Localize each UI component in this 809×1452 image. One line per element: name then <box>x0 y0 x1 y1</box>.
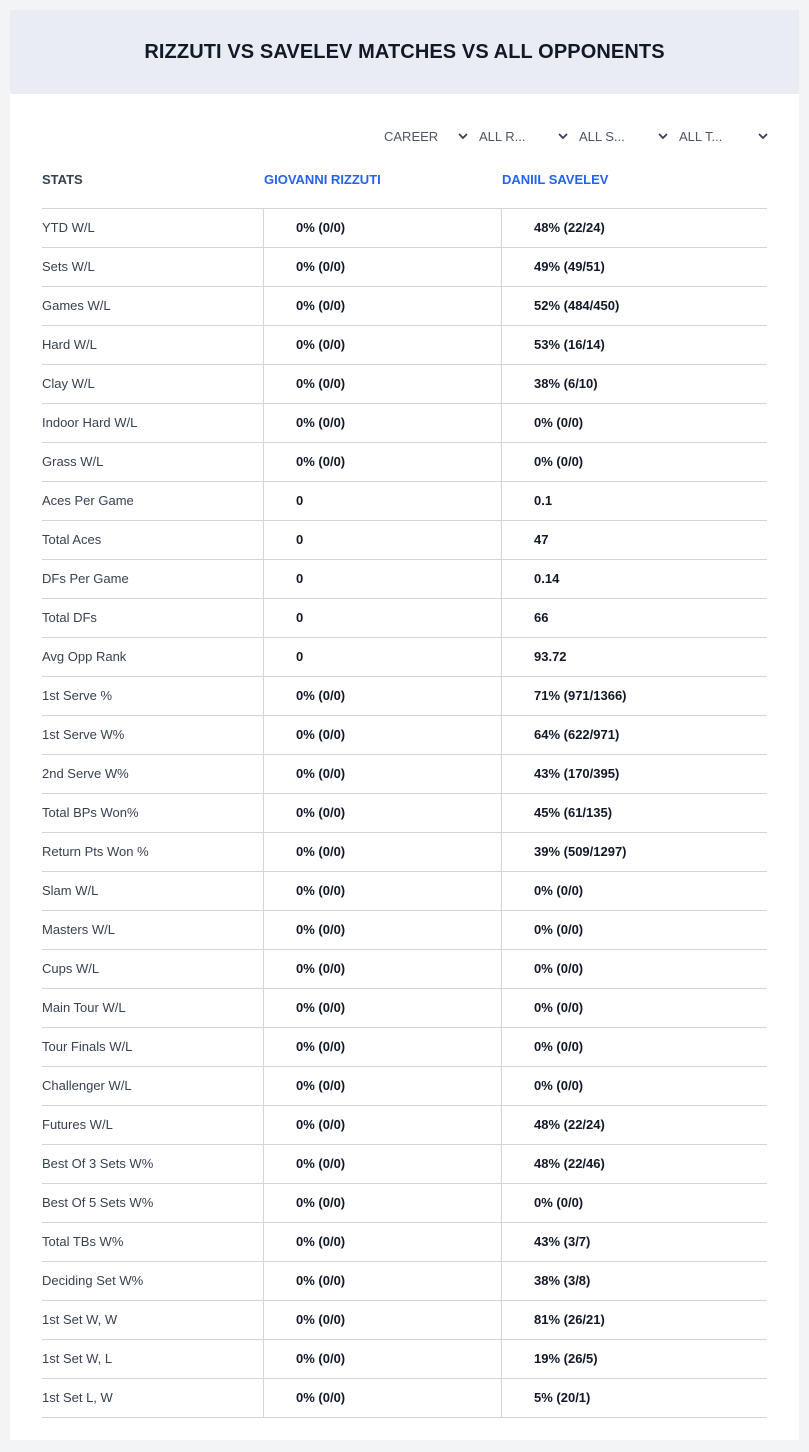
player1-value: 0 <box>263 560 501 598</box>
player2-value: 39% (509/1297) <box>501 833 767 871</box>
player2-value: 0% (0/0) <box>501 1184 767 1222</box>
player2-value: 0% (0/0) <box>501 1067 767 1105</box>
chevron-down-icon <box>457 130 469 142</box>
stat-label: Main Tour W/L <box>42 1000 126 1015</box>
player2-value: 0% (0/0) <box>501 989 767 1027</box>
table-row <box>42 1184 767 1223</box>
table-row <box>42 1067 767 1106</box>
player1-value: 0% (0/0) <box>263 404 501 442</box>
round-select-label: ALL R... <box>479 128 526 144</box>
player2-value: 0% (0/0) <box>501 443 767 481</box>
player1-value: 0% (0/0) <box>263 1379 501 1417</box>
player2-value: 81% (26/21) <box>501 1301 767 1339</box>
tournament-select[interactable] <box>677 128 777 144</box>
tournament-select-label: ALL T... <box>679 128 723 144</box>
table-row <box>42 677 767 716</box>
player1-value: 0% (0/0) <box>263 248 501 286</box>
player2-value: 0.14 <box>501 560 767 598</box>
player1-value: 0% (0/0) <box>263 677 501 715</box>
player1-value: 0 <box>263 638 501 676</box>
stat-label: 2nd Serve W% <box>42 766 129 781</box>
stat-label: Cups W/L <box>42 961 100 976</box>
player1-value: 0% (0/0) <box>263 209 501 247</box>
stat-label: Clay W/L <box>42 376 95 391</box>
player1-value: 0% (0/0) <box>263 326 501 364</box>
player1-link[interactable]: GIOVANNI RIZZUTI <box>264 172 381 187</box>
stat-label: 1st Set W, W <box>42 1312 118 1327</box>
table-row <box>42 1028 767 1067</box>
card-header <box>10 10 799 94</box>
player2-value: 45% (61/135) <box>501 794 767 832</box>
table-row <box>42 755 767 794</box>
player2-value: 66 <box>501 599 767 637</box>
table-row <box>42 1340 767 1379</box>
player1-value: 0% (0/0) <box>263 1262 501 1300</box>
player1-value: 0% (0/0) <box>263 1223 501 1261</box>
player2-value: 38% (6/10) <box>501 365 767 403</box>
player1-value: 0% (0/0) <box>263 365 501 403</box>
stat-label: Slam W/L <box>42 883 99 898</box>
stat-label: Total DFs <box>42 610 97 625</box>
player1-value: 0% (0/0) <box>263 950 501 988</box>
table-row <box>42 1301 767 1340</box>
table-row <box>42 599 767 638</box>
player1-value: 0% (0/0) <box>263 1106 501 1144</box>
player2-value: 48% (22/24) <box>501 209 767 247</box>
chevron-down-icon <box>657 130 669 142</box>
stat-label: Total BPs Won% <box>42 805 139 820</box>
table-row <box>42 638 767 677</box>
player1-value: 0% (0/0) <box>263 1145 501 1183</box>
stat-label: Avg Opp Rank <box>42 649 127 664</box>
stat-label: Total TBs W% <box>42 1234 124 1249</box>
stat-label: YTD W/L <box>42 220 95 235</box>
player2-value: 71% (971/1366) <box>501 677 767 715</box>
player2-value: 93.72 <box>501 638 767 676</box>
player2-value: 5% (20/1) <box>501 1379 767 1417</box>
table-row <box>42 1106 767 1145</box>
table-row <box>42 911 767 950</box>
table-row <box>42 872 767 911</box>
stats-column-header: STATS <box>42 172 83 187</box>
stat-label: Masters W/L <box>42 922 115 937</box>
player1-value: 0% (0/0) <box>263 1301 501 1339</box>
page-title: RIZZUTI VS SAVELEV MATCHES VS ALL OPPONENTS <box>144 40 665 63</box>
table-row <box>42 1262 767 1301</box>
player1-value: 0% (0/0) <box>263 716 501 754</box>
stat-label: Tour Finals W/L <box>42 1039 133 1054</box>
player2-value: 43% (3/7) <box>501 1223 767 1261</box>
table-row <box>42 209 767 248</box>
table-row <box>42 1145 767 1184</box>
player1-value: 0% (0/0) <box>263 1028 501 1066</box>
table-row <box>42 287 767 326</box>
stat-label: Sets W/L <box>42 259 95 274</box>
player2-value: 49% (49/51) <box>501 248 767 286</box>
table-row <box>42 443 767 482</box>
player1-value: 0% (0/0) <box>263 1067 501 1105</box>
table-row <box>42 716 767 755</box>
table-row <box>42 950 767 989</box>
stat-label: Aces Per Game <box>42 493 134 508</box>
table-row <box>42 560 767 599</box>
stat-label: Indoor Hard W/L <box>42 415 138 430</box>
stat-label: Futures W/L <box>42 1117 113 1132</box>
stat-label: 1st Set W, L <box>42 1351 113 1366</box>
player2-value: 0% (0/0) <box>501 950 767 988</box>
player2-value: 0% (0/0) <box>501 872 767 910</box>
stat-label: Grass W/L <box>42 454 104 469</box>
round-select[interactable] <box>477 128 577 144</box>
player1-value: 0% (0/0) <box>263 287 501 325</box>
table-row <box>42 833 767 872</box>
player1-value: 0% (0/0) <box>263 1340 501 1378</box>
table-row <box>42 365 767 404</box>
table-row <box>42 1223 767 1262</box>
player2-link[interactable]: DANIIL SAVELEV <box>502 172 609 187</box>
stat-label: Best Of 5 Sets W% <box>42 1195 154 1210</box>
table-row <box>42 521 767 560</box>
player2-value: 0% (0/0) <box>501 404 767 442</box>
player1-value: 0% (0/0) <box>263 911 501 949</box>
table-row <box>42 1379 767 1418</box>
player1-value: 0% (0/0) <box>263 443 501 481</box>
player2-value: 48% (22/46) <box>501 1145 767 1183</box>
player1-value: 0 <box>263 599 501 637</box>
player1-value: 0% (0/0) <box>263 1184 501 1222</box>
stat-label: 1st Set L, W <box>42 1390 113 1405</box>
stat-label: Challenger W/L <box>42 1078 132 1093</box>
table-row <box>42 326 767 365</box>
table-row <box>42 794 767 833</box>
surface-select-label: ALL S... <box>579 128 625 144</box>
table-header <box>42 172 767 208</box>
stat-label: Return Pts Won % <box>42 844 149 859</box>
player2-value: 19% (26/5) <box>501 1340 767 1378</box>
table-row <box>42 482 767 521</box>
player2-value: 0.1 <box>501 482 767 520</box>
period-select[interactable] <box>382 128 477 144</box>
player1-value: 0 <box>263 521 501 559</box>
player1-value: 0 <box>263 482 501 520</box>
surface-select[interactable] <box>577 128 677 144</box>
period-select-label: CAREER <box>384 128 439 144</box>
stat-label: 1st Serve W% <box>42 727 125 742</box>
player2-value: 48% (22/24) <box>501 1106 767 1144</box>
player1-value: 0% (0/0) <box>263 833 501 871</box>
player1-value: 0% (0/0) <box>263 794 501 832</box>
player2-value: 0% (0/0) <box>501 1028 767 1066</box>
stat-label: 1st Serve % <box>42 688 113 703</box>
stat-label: Games W/L <box>42 298 111 313</box>
player2-value: 43% (170/395) <box>501 755 767 793</box>
player2-value: 52% (484/450) <box>501 287 767 325</box>
chevron-down-icon <box>757 130 769 142</box>
stats-table <box>42 208 767 1418</box>
player1-value: 0% (0/0) <box>263 755 501 793</box>
player2-value: 53% (16/14) <box>501 326 767 364</box>
table-row <box>42 404 767 443</box>
player1-value: 0% (0/0) <box>263 872 501 910</box>
player2-value: 47 <box>501 521 767 559</box>
player2-value: 0% (0/0) <box>501 911 767 949</box>
table-row <box>42 248 767 287</box>
stat-label: Total Aces <box>42 532 102 547</box>
player2-value: 64% (622/971) <box>501 716 767 754</box>
player2-value: 38% (3/8) <box>501 1262 767 1300</box>
chevron-down-icon <box>557 130 569 142</box>
player1-value: 0% (0/0) <box>263 989 501 1027</box>
stat-label: Best Of 3 Sets W% <box>42 1156 154 1171</box>
table-row <box>42 989 767 1028</box>
filter-bar <box>382 128 777 144</box>
stats-card <box>10 10 799 1440</box>
stat-label: DFs Per Game <box>42 571 129 586</box>
stat-label: Hard W/L <box>42 337 97 352</box>
stat-label: Deciding Set W% <box>42 1273 144 1288</box>
